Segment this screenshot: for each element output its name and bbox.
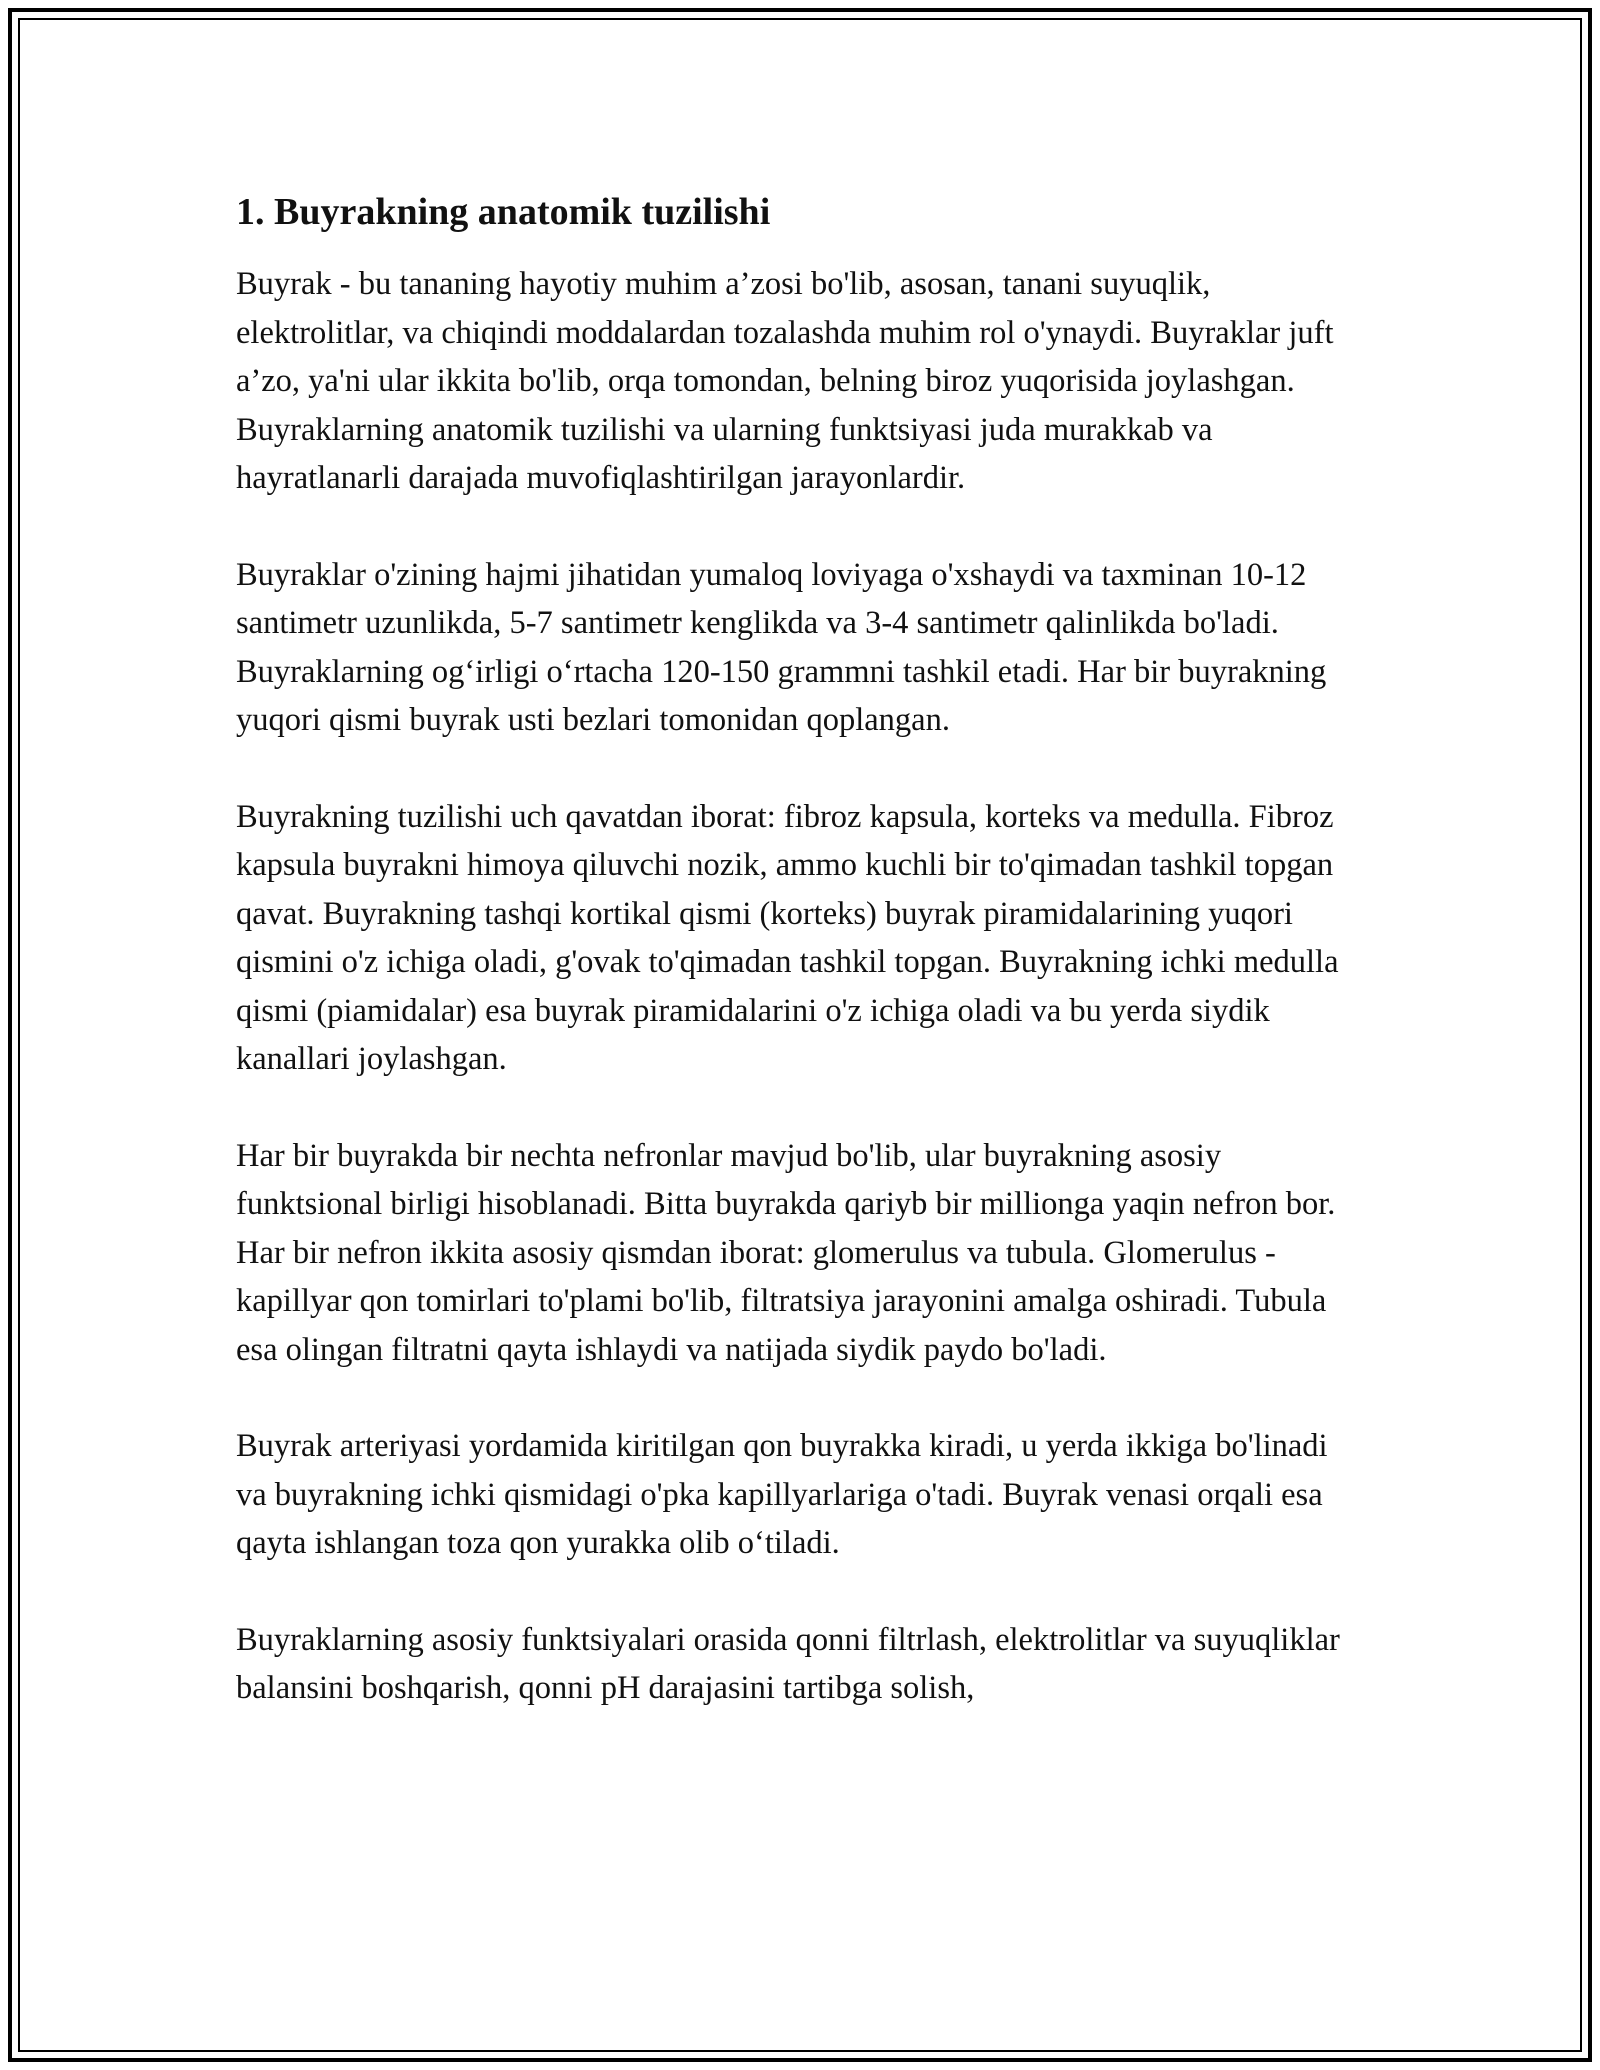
document-content bbox=[236, 188, 1366, 1761]
paragraph-5: Buyrak arteriyasi yordamida kiritilgan qon buyrakka kiradi, u yerda ikkiga bo'linadi va buyrakning ichki qismidagi o'pka kapillyarlariga o'tadi. Buyrak venasi orqali esa qayta ishlangan toza qon yurakka olib o‘tiladi. bbox=[236, 1428, 1328, 1561]
paragraph-6: Buyraklarning asosiy funktsiyalari orasida qonni filtrlash, elektrolitlar va suyuqliklar balansini boshqarish, qonni pH darajasini tartibga solish, bbox=[236, 1621, 1340, 1706]
section-heading: 1. Buyrakning anatomik tuzilishi bbox=[236, 191, 771, 233]
paragraph-2: Buyraklar o'zining hajmi jihatidan yumaloq loviyaga o'xshaydi va taxminan 10-12 santimetr uzunlikda, 5-7 santimetr kenglikda va 3-4 santimetr qalinlikda bo'ladi. Buyraklarning og‘irligi o‘rtacha 120-150 grammni tashkil etadi. Har bir buyrakning yuqori qismi buyrak usti bezlari tomonidan qoplangan. bbox=[236, 556, 1327, 738]
paragraph-1: Buyrak - bu tananing hayotiy muhim a’zosi bo'lib, asosan, tanani suyuqlik, elektrolitlar, va chiqindi moddalardan tozalashda muhim rol o'ynaydi. Buyraklar juft a’zo, ya'ni ular ikkita bo'lib, orqa tomondan, belning biroz yuqorisida joylashgan. Buyraklarning anatomik tuzilishi va ularning funktsiyasi juda murakkab va hayratlanarli darajada muvofiqlashtirilgan jarayonlardir. bbox=[236, 266, 1334, 496]
paragraph-3: Buyrakning tuzilishi uch qavatdan iborat: fibroz kapsula, korteks va medulla. Fibroz kapsula buyrakni himoya qiluvchi nozik, ammo kuchli bir to'qimadan tashkil topgan qavat. Buyrakning tashqi kortikal qismi (korteks) buyrak piramidalarining yuqori qismini o'z ichiga oladi, g'ovak to'qimadan tashkil topgan. Buyrakning ichki medulla qismi (piamidalar) esa buyrak piramidalarini o'z ichiga oladi va bu yerda siydik kanallari joylashgan. bbox=[236, 798, 1339, 1077]
paragraph-4: Har bir buyrakda bir nechta nefronlar mavjud bo'lib, ular buyrakning asosiy funktsional birligi hisoblanadi. Bitta buyrakda qariyb bir millionga yaqin nefron bor. Har bir nefron ikkita asosiy qismdan iborat: glomerulus va tubula. Glomerulus - kapillyar qon tomirlari to'plami bo'lib, filtratsiya jarayonini amalga oshiradi. Tubula esa olingan filtratni qayta ishlaydi va natijada siydik paydo bo'ladi. bbox=[236, 1137, 1336, 1368]
